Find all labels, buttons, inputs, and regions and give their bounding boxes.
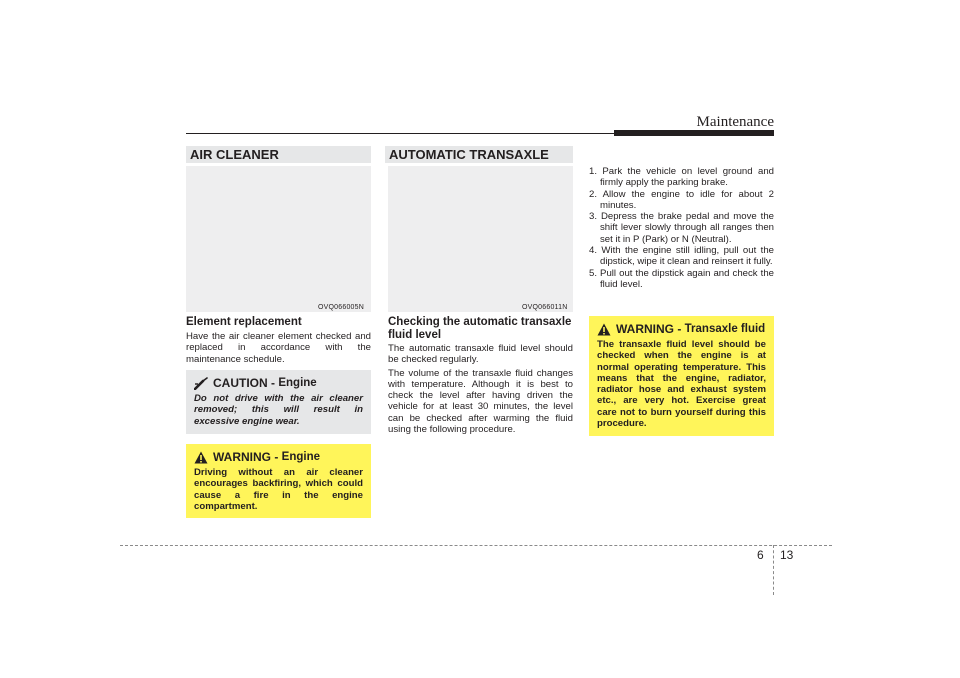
transaxle-photo (388, 166, 573, 312)
fluid-check-paragraph: The volume of the transaxle fluid changes with temperature. Although it is best to check the level after having driven the vehicle for at least 30 minutes, the level can be checked after warming the fluid using the following procedure. (388, 367, 573, 436)
caution-title (194, 376, 363, 390)
procedure-step: 1. Park the vehicle on level ground and firmly apply the parking brake. (589, 166, 774, 189)
warning-topic-engine: Engine (281, 451, 321, 463)
air-cleaner-image-code: OVQ066005N (318, 304, 364, 311)
element-replacement-text: Have the air cleaner element checked and replaced in accordance with the maintenance schedule. (186, 331, 371, 365)
automatic-transaxle-heading: AUTOMATIC TRANSAXLE (385, 146, 573, 163)
chapter-title: Maintenance (696, 114, 774, 130)
warning-title-engine (194, 450, 363, 464)
page-number: 13 (780, 548, 794, 562)
procedure-step: 2. Allow the engine to idle for about 2 minutes. (589, 188, 774, 211)
fluid-check-heading: Checking the automatic transaxle fluid level (388, 316, 572, 341)
wrench-icon (194, 377, 208, 390)
header-bar (614, 130, 774, 136)
caution-topic: Engine (278, 377, 317, 389)
warning-label-transaxle: WARNING - (616, 322, 682, 336)
warning-topic-transaxle: Transaxle fluid (684, 323, 766, 335)
warning-title-transaxle (597, 322, 766, 336)
caution-box-engine (186, 370, 371, 434)
caution-label: CAUTION - (213, 376, 275, 390)
procedure-step: 5. Pull out the dipstick again and check the fluid level. (589, 267, 774, 290)
transaxle-image-code: OVQ066011N (522, 304, 568, 311)
fluid-check-text (388, 343, 573, 437)
element-replacement-heading: Element replacement (186, 316, 302, 328)
warning-box-transaxle-fluid (589, 316, 774, 436)
warning-triangle-icon (597, 323, 611, 336)
footer-rule (120, 545, 832, 546)
procedure-steps (589, 166, 774, 290)
warning-label-engine: WARNING - (213, 450, 279, 464)
header-rule (186, 133, 614, 134)
warning-box-engine (186, 444, 371, 518)
caution-text: Do not drive with the air cleaner removed; this will result in excessive engine wear. (194, 393, 363, 427)
air-cleaner-heading: AIR CLEANER (186, 146, 371, 163)
air-cleaner-photo (186, 166, 371, 312)
procedure-step: 4. With the engine still idling, pull out the dipstick, wipe it clean and reinsert it fully. (589, 245, 774, 268)
warning-triangle-icon (194, 451, 208, 464)
warning-text-transaxle: The transaxle fluid level should be checked when the engine is at normal operating temperature. This means that the engine, radiator, radiator hose and exhaust system etc., are very hot. Exercise great care not to burn yourself during this procedure. (597, 339, 766, 430)
warning-text-engine: Driving without an air cleaner encourages backfiring, which could cause a fire in the engine compartment. (194, 467, 363, 512)
chapter-number: 6 (757, 548, 764, 562)
procedure-step: 3. Depress the brake pedal and move the shift lever slowly through all ranges then set it in P (Park) or N (Neutral). (589, 211, 774, 245)
footer-divider (773, 545, 774, 595)
fluid-check-paragraph: The automatic transaxle fluid level should be checked regularly. (388, 343, 573, 366)
